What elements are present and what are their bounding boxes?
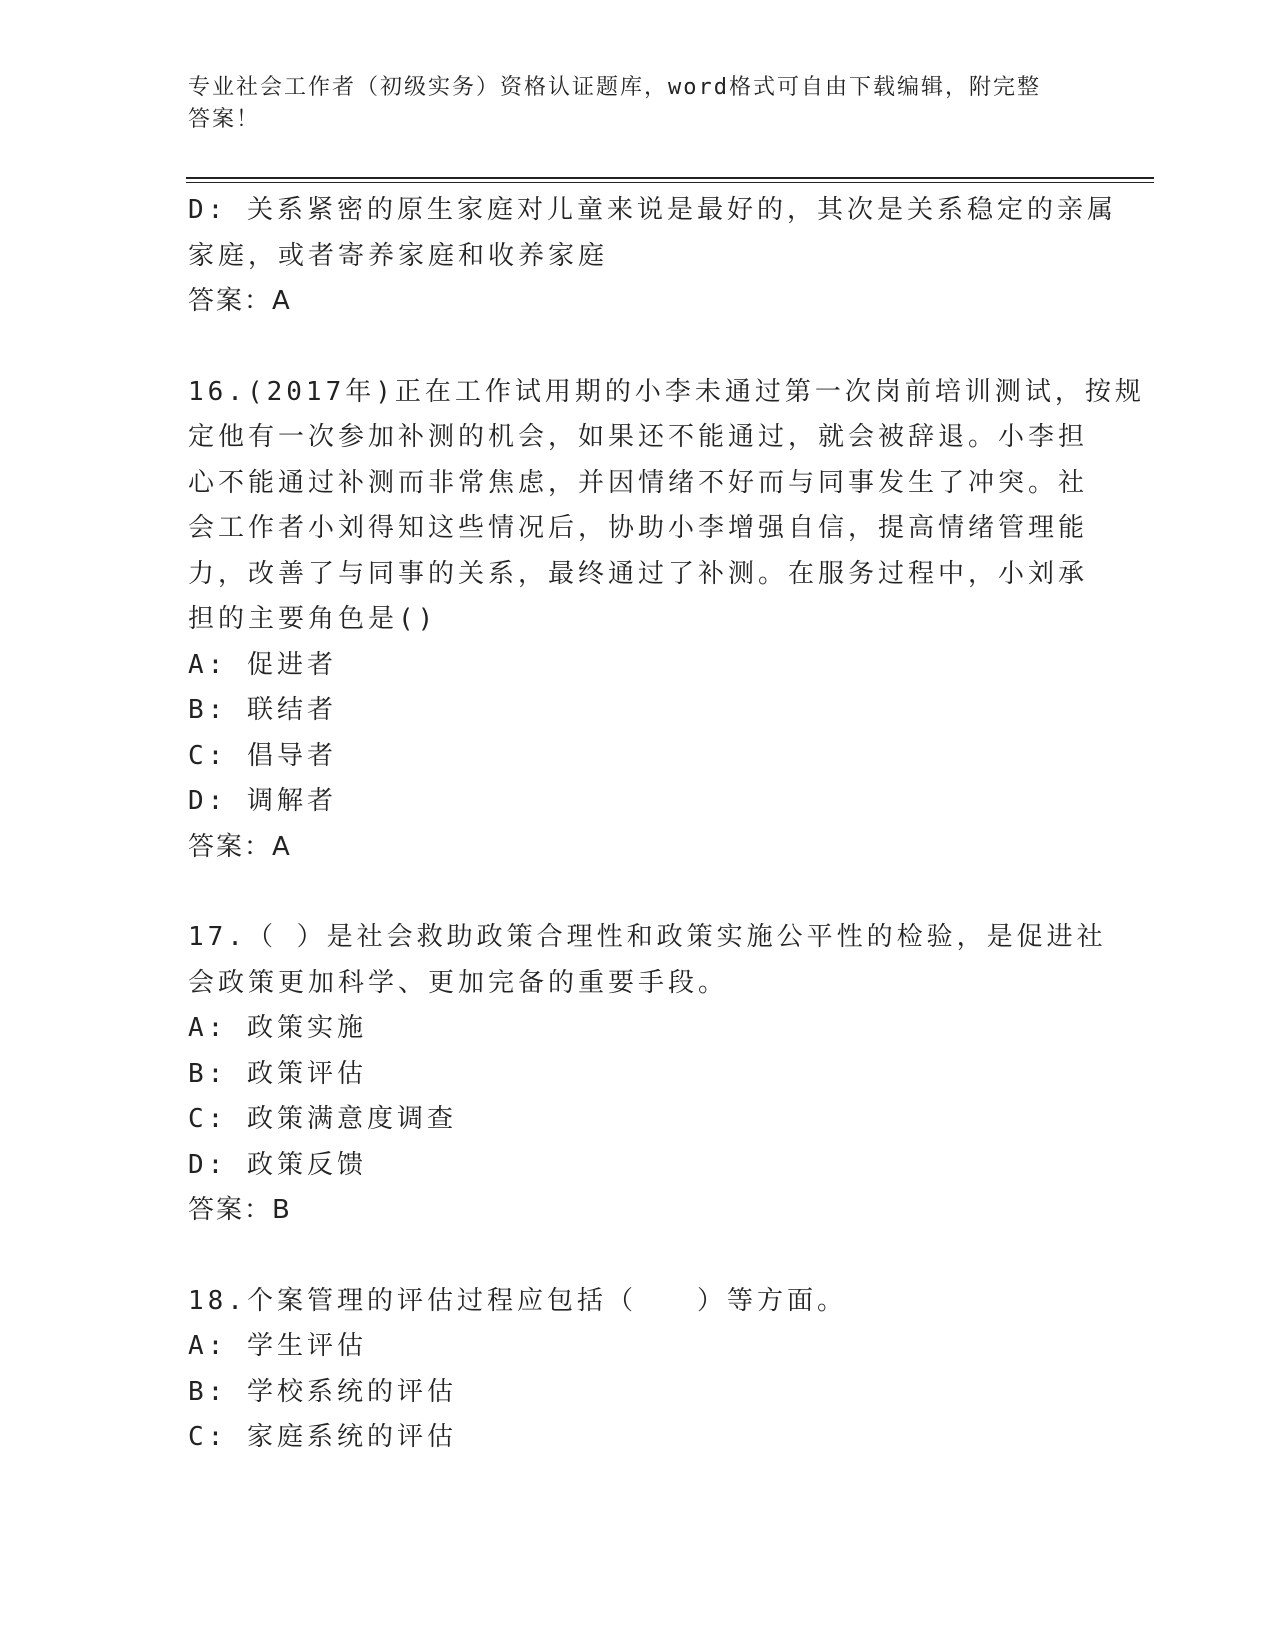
question-17-option-c: C: 政策满意度调查 <box>188 1104 457 1134</box>
question-15-fragment <box>188 188 1117 325</box>
question-18-option-b: B: 学校系统的评估 <box>188 1376 457 1407</box>
question-17-option-b: B: 政策评估 <box>188 1058 367 1089</box>
document-header <box>188 72 1068 136</box>
header-line-1: 专业社会工作者（初级实务）资格认证题库，word格式可自由下载编辑，附完整 <box>188 75 1041 100</box>
header-rule-thin <box>186 182 1154 183</box>
question-16-line-1: 16.(2017年)正在工作试用期的小李未通过第一次岗前培训测试，按规 <box>188 376 1145 407</box>
question-16 <box>188 370 1145 871</box>
answer-16: 答案：A <box>188 831 292 862</box>
header-line-2: 答案！ <box>188 107 261 132</box>
question-17-line-2: 会政策更加科学、更加完备的重要手段。 <box>188 967 729 998</box>
question-16-option-b: B: 联结者 <box>188 695 337 725</box>
question-18-option-a: A: 学生评估 <box>188 1331 367 1361</box>
answer-17: 答案：B <box>188 1195 292 1225</box>
question-17 <box>188 915 1107 1234</box>
question-18-line-1: 18.个案管理的评估过程应包括（ ）等方面。 <box>188 1285 847 1316</box>
answer-15: 答案：A <box>188 286 292 316</box>
question-18-option-c: C: 家庭系统的评估 <box>188 1422 457 1452</box>
question-16-line-2: 定他有一次参加补测的机会，如果还不能通过，就会被辞退。小李担 <box>188 422 1089 452</box>
option-d-line-1: D: 关系紧密的原生家庭对儿童来说是最好的，其次是关系稳定的亲属 <box>188 195 1117 225</box>
question-16-line-6: 担的主要角色是() <box>188 604 438 634</box>
question-17-line-1: 17.（ ）是社会救助政策合理性和政策实施公平性的检验，是促进社 <box>188 922 1107 952</box>
question-16-option-c: C: 倡导者 <box>188 740 337 771</box>
header-rule-thick <box>186 177 1154 179</box>
question-16-line-5: 力，改善了与同事的关系，最终通过了补测。在服务过程中，小刘承 <box>188 558 1089 589</box>
question-17-option-a: A: 政策实施 <box>188 1013 367 1043</box>
document-body <box>188 188 1145 1506</box>
question-16-option-a: A: 促进者 <box>188 649 337 680</box>
question-16-line-3: 心不能通过补测而非常焦虑，并因情绪不好而与同事发生了冲突。社 <box>188 467 1089 498</box>
option-d-line-2: 家庭，或者寄养家庭和收养家庭 <box>188 240 609 271</box>
question-16-option-d: D: 调解者 <box>188 786 337 816</box>
question-16-line-4: 会工作者小刘得知这些情况后，协助小李增强自信，提高情绪管理能 <box>188 513 1089 543</box>
question-17-option-d: D: 政策反馈 <box>188 1149 367 1180</box>
question-18 <box>188 1279 1088 1461</box>
